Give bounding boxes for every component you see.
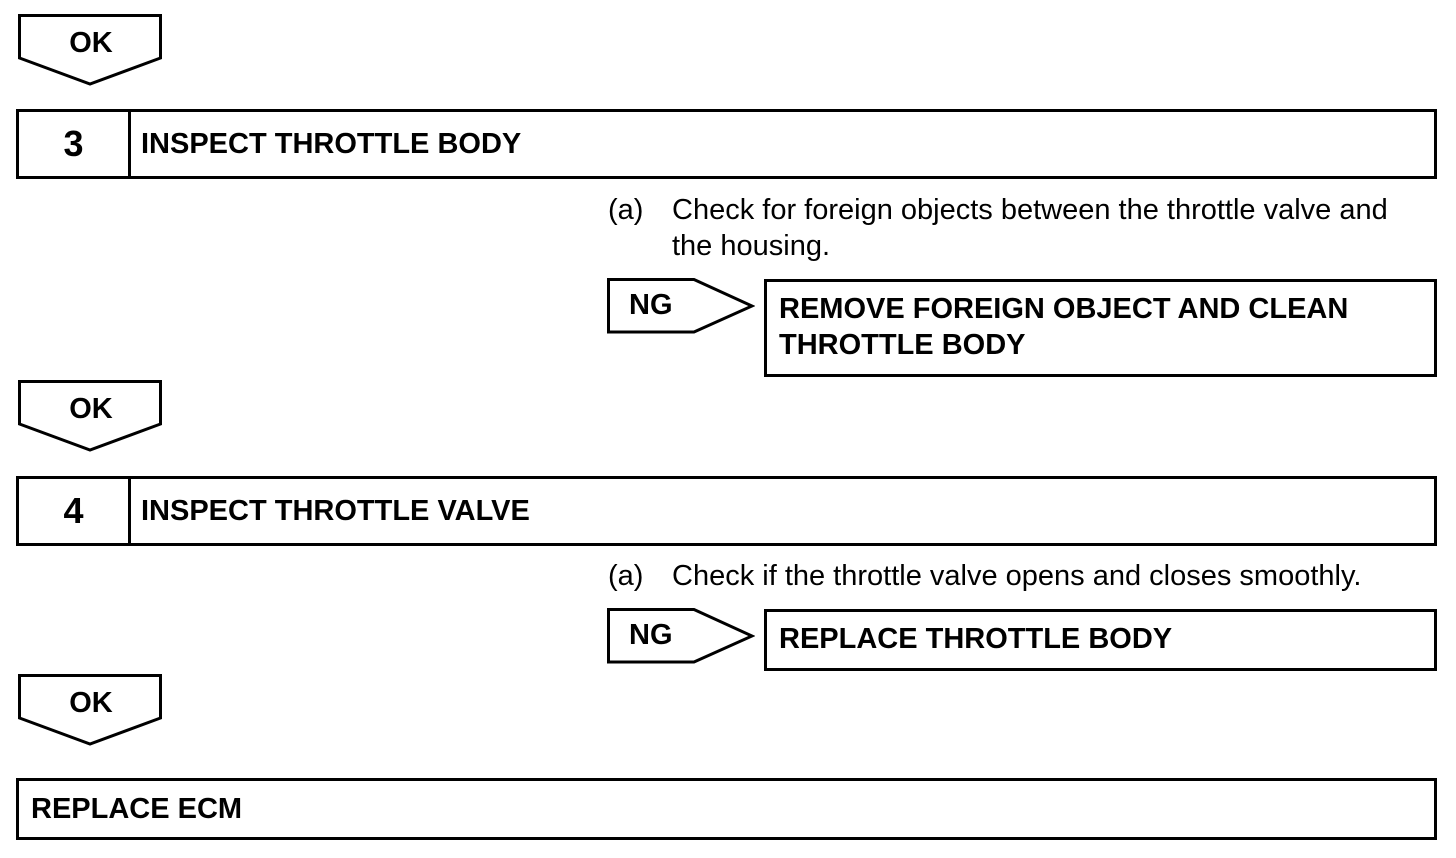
step-3-number: 3 [19, 112, 131, 176]
action-line-1: REPLACE THROTTLE BODY [779, 623, 1173, 655]
step-3-title: INSPECT THROTTLE BODY [141, 127, 522, 160]
ok-arrow-1 [18, 14, 164, 88]
step-3-instruction [608, 192, 1448, 266]
ng-arrow-step-4 [607, 608, 755, 666]
instruction-letter: (a) [608, 560, 644, 592]
step-4-instruction [608, 558, 1448, 596]
instruction-line-2: the housing. [672, 230, 831, 262]
ng-label: NG [629, 619, 673, 651]
ok-arrow-3 [18, 674, 164, 748]
step-4-header [16, 476, 1437, 546]
final-action-box [16, 778, 1437, 840]
ok-arrow-2 [18, 380, 164, 454]
step-4-ng-action [764, 609, 1437, 671]
step-4-title: INSPECT THROTTLE VALVE [141, 494, 530, 527]
ok-label: OK [69, 393, 113, 425]
instruction-letter: (a) [608, 194, 644, 226]
ng-label: NG [629, 289, 673, 321]
ok-label: OK [69, 27, 113, 59]
ng-arrow-step-3 [607, 278, 755, 336]
instruction-line-1: Check for foreign objects between the throttle valve and [672, 194, 1388, 226]
final-action-label: REPLACE ECM [31, 792, 243, 825]
action-line-1: REMOVE FOREIGN OBJECT AND CLEAN [779, 293, 1349, 325]
step-4-number: 4 [19, 479, 131, 543]
step-3-header [16, 109, 1437, 179]
step-3-ng-action [764, 279, 1437, 377]
instruction-line-1: Check if the throttle valve opens and closes smoothly. [672, 560, 1362, 592]
action-line-2: THROTTLE BODY [779, 329, 1026, 361]
ok-label: OK [69, 687, 113, 719]
